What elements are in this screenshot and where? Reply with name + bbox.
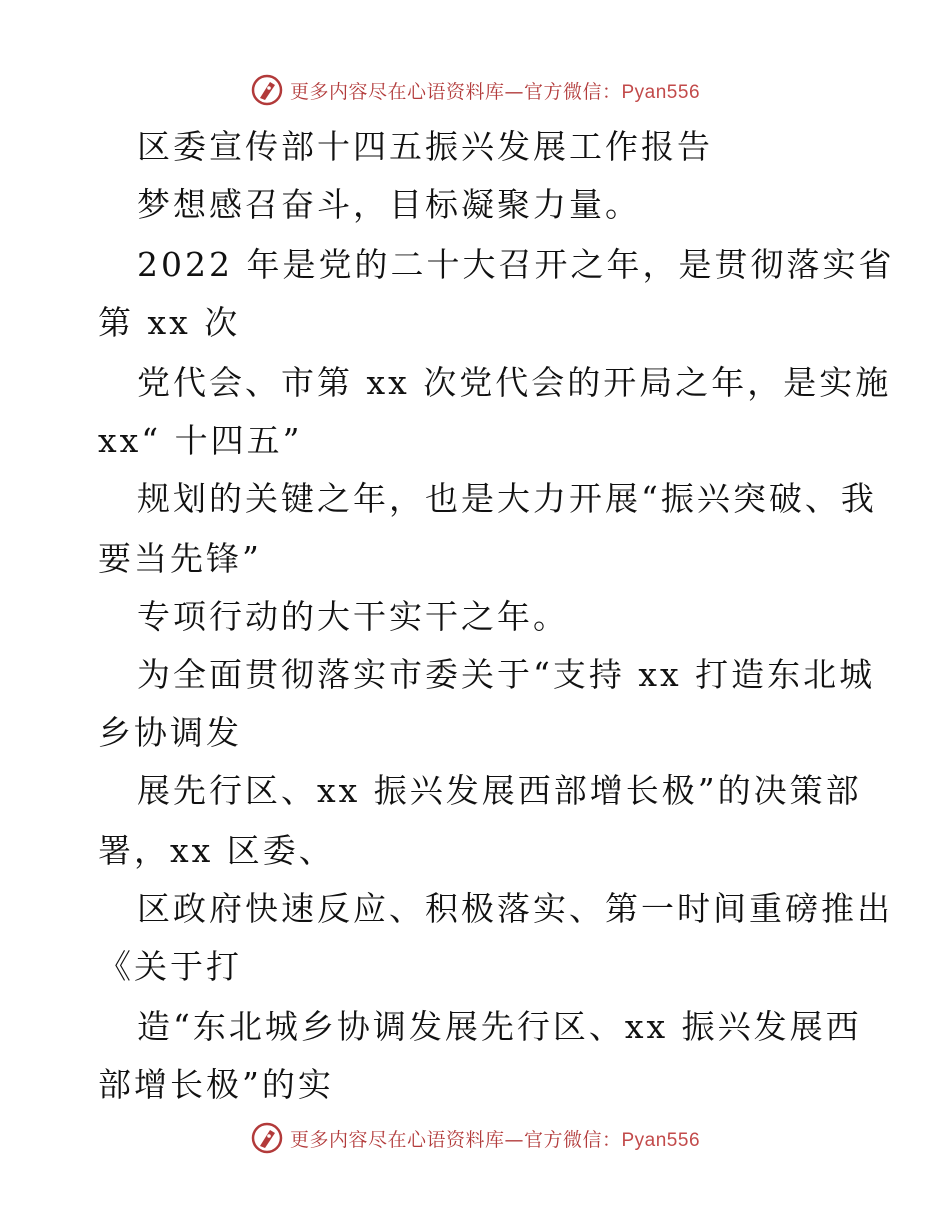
document-line: 第 xx 次 [98,303,241,342]
document-line: 《关于打 [98,947,242,986]
document-line: 展先行区、xx 振兴发展西部增长极”的决策部 [137,771,862,810]
footer-banner-text [290,1125,700,1152]
pen-nib-logo-icon [250,1121,284,1155]
header-banner-label: 更多内容尽在心语资料库—官方微信： [289,80,622,103]
header-banner-handle: Pyan556 [621,81,701,103]
document-line: 要当先锋” [98,539,262,578]
document-line: 部增长极”的实 [98,1065,334,1104]
footer-banner-label: 更多内容尽在心语资料库—官方微信： [289,1128,622,1151]
document-line: 专项行动的大干实干之年。 [137,597,569,636]
document-line: 署，xx 区委、 [98,831,335,870]
document-line: 规划的关键之年，也是大力开展“振兴突破、我 [137,479,877,518]
document-title: 区委宣传部十四五振兴发展工作报告 [137,127,713,166]
document-line: 为全面贯彻落实市委关于“支持 xx 打造东北城 [137,655,876,694]
header-banner-text [290,77,700,104]
document-line: xx“ 十四五” [98,421,303,460]
document-line: 2022 年是党的二十大召开之年，是贯彻落实省 [137,245,895,284]
footer-banner-handle: Pyan556 [621,1129,701,1151]
document-line: 区政府快速反应、积极落实、第一时间重磅推出 [137,889,893,928]
pen-nib-logo-icon [250,73,284,107]
document-line: 梦想感召奋斗，目标凝聚力量。 [137,185,641,224]
document-line: 造“东北城乡协调发展先行区、xx 振兴发展西 [137,1007,862,1046]
document-line: 党代会、市第 xx 次党代会的开局之年，是实施 [137,363,892,402]
header-banner [0,70,950,110]
footer-banner [0,1118,950,1158]
document-line: 乡协调发 [98,713,242,752]
